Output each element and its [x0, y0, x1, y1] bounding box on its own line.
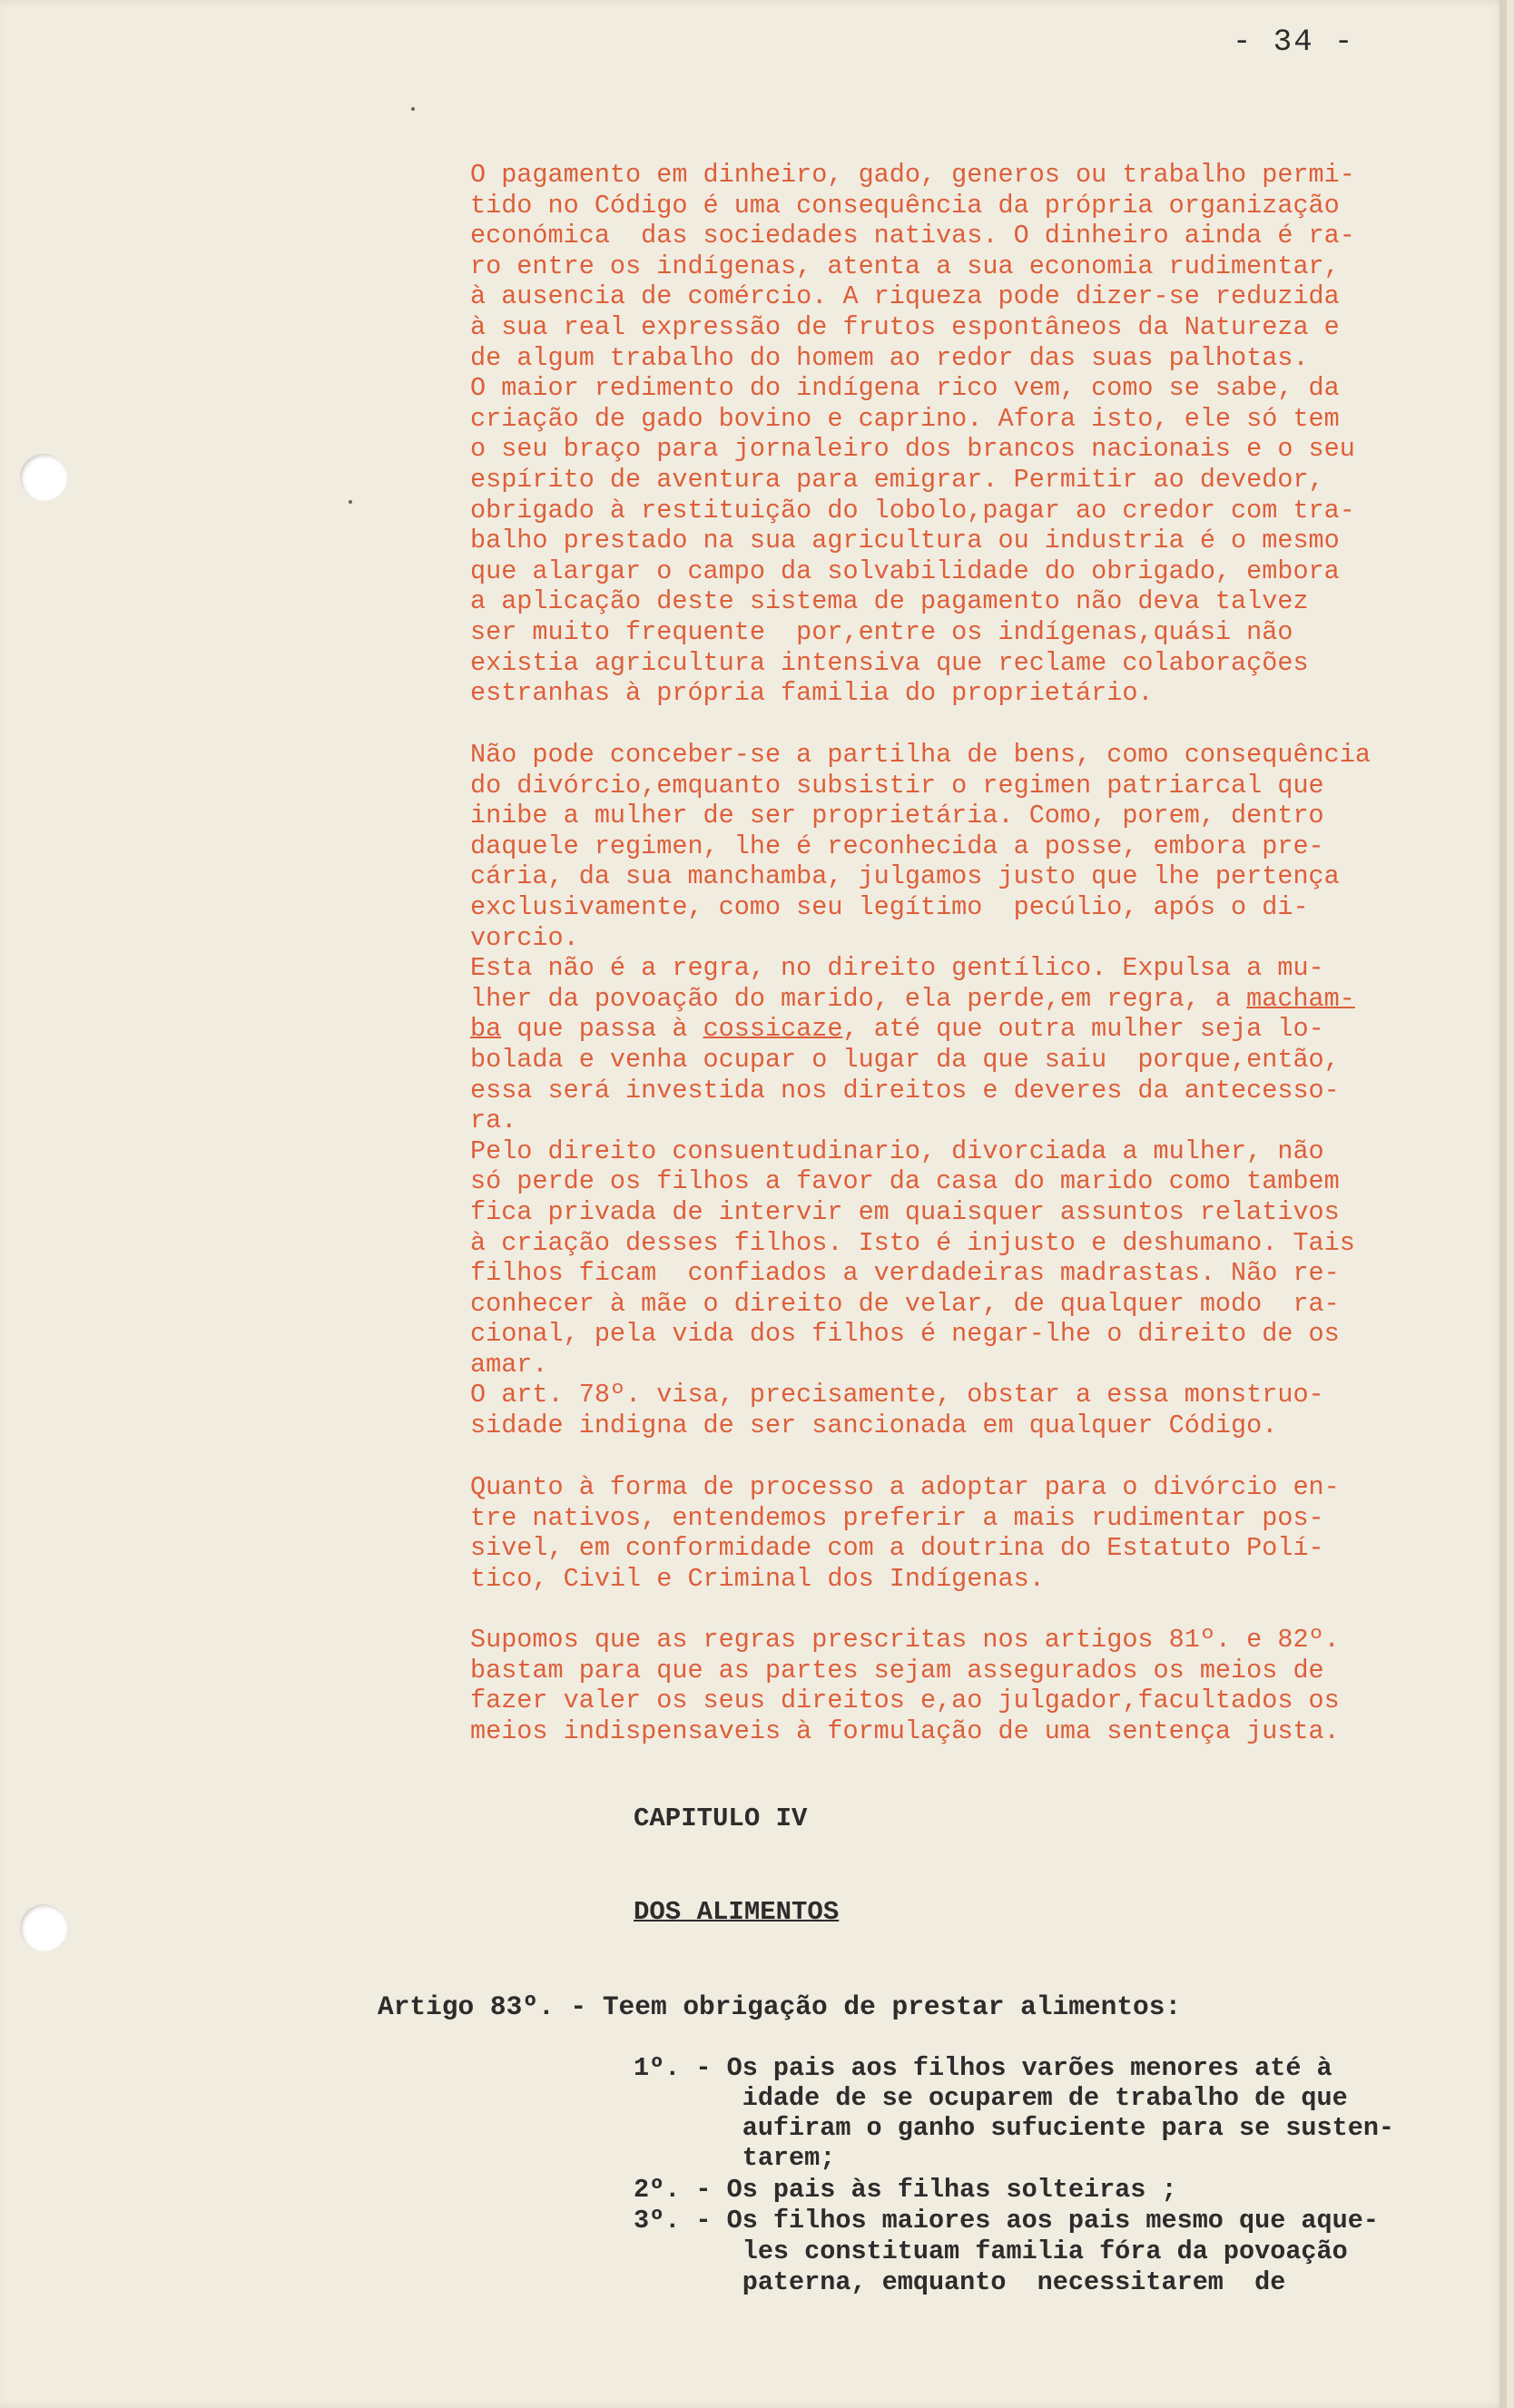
ink-speck: [411, 107, 415, 111]
punch-hole-top: [20, 454, 67, 501]
paragraph-text: Não pode conceber-se a partilha de bens, como consequência do divórcio,emquanto subsistir o regimen patriarcal que inibe a mulher de ser proprietária. Como, porem, dentro daquele regimen, lhe é reconhecida a posse, embora pre- cária, da sua manchamba, julgamos justo que lhe pertença exclusivamente, como seu legítimo pecúlio, após o di- vorcio. Esta não é a regra, no direito gentílico. Expulsa a mu- lher da povoação do marido, ela perde,em regra, a: [470, 740, 1371, 1014]
paragraph-payment: O pagamento em dinheiro, gado, generos ou trabalho permi- tido no Código é uma consequência da própria organização económica das sociedades nativas. O dinheiro ainda é ra- ro entre os indígenas, atenta a sua economia rudimentar, à ausencia de comércio. A riqueza pode dizer-se reduzida à sua real expressão de frutos espontâneos da Natureza e de algum trabalho do homem ao redor das suas palhotas. O maior redimento do indígena rico vem, como se sabe, da criação de gado bovino e caprino. Afora isto, ele só tem o seu braço para jornaleiro dos brancos nacionais e o seu espírito de aventura para emigrar. Permitir ao devedor, obrigado à restituição do lobolo,pagar ao credor com tra- balho prestado na sua agricultura ou industria é o mesmo que alargar o campo da solvabilidade do obrigado, embora a aplicação deste sistema de pagamento não deva talvez ser muito frequente por,entre os indígenas,quási não existia agricultura intensiva que reclame colaborações estranhas à própria familia do proprietário.: [470, 160, 1355, 709]
page-number: - 34 -: [1233, 25, 1355, 60]
section-heading: DOS ALIMENTOS: [634, 1897, 840, 1927]
paragraph-divorce-property: [470, 740, 1509, 1441]
underlined-term-cossicaze: cossicaze: [703, 1014, 843, 1045]
article-item-3: 3º. - Os filhos maiores aos pais mesmo que aque- les constituam familia fóra da povoação paterna, emquanto necessitarem de: [634, 2206, 1379, 2297]
chapter-heading: CAPITULO IV: [634, 1804, 808, 1833]
paragraph-text: , até que outra mulher seja lo- bolada e venha ocupar o lugar da que saiu porque,então, essa será investida nos direitos e deveres da antecesso- ra. Pelo direito consuentudinario, divorciada a mulher, não só perde os filhos a favor da casa do marido como tambem fica privada de intervir em quaisquer assuntos relativos à criação desses filhos. Isto é injusto e deshumano. Tais filhos ficam confiados a verdadeiras madrastas. Não re- conhecer à mãe o direito de velar, de qualquer modo ra- cional, pela vida dos filhos é negar-lhe o direito de os amar. O art. 78º. visa, precisamente, obstar a essa monstruo- sidade indigna de ser sancionada em qualquer Código.: [470, 1014, 1355, 1441]
article-83: Artigo 83º. - Teem obrigação de prestar alimentos:: [378, 1991, 1182, 2022]
underlined-term-machamba-end: ba: [470, 1014, 502, 1045]
article-item-1: 1º. - Os pais aos filhos varões menores até à idade de se ocuparem de trabalho de que aufiram o ganho sufuciente para se susten- tarem;: [634, 2053, 1395, 2173]
paragraph-rules: Supomos que as regras prescritas nos artigos 81º. e 82º. bastam para que as partes sejam assegurados os meios de fazer valer os seus direitos e,ao julgador,facultados os meios indispensaveis à formulação de uma sentença justa.: [470, 1625, 1340, 1746]
article-item-2: 2º. - Os pais às filhas solteiras ;: [634, 2175, 1177, 2205]
paragraph-text: que passa à: [501, 1014, 703, 1045]
paragraph-divorce-process: Quanto à forma de processo a adoptar para o divórcio en- tre nativos, entendemos preferir a mais rudimentar pos- sivel, em conformidade com a doutrina do Estatuto Polí- tico, Civil e Criminal dos Indígenas.: [470, 1472, 1340, 1594]
ink-speck: [349, 500, 352, 504]
underlined-term-machamba: macham-: [1246, 983, 1355, 1014]
punch-hole-bottom: [20, 1904, 67, 1951]
